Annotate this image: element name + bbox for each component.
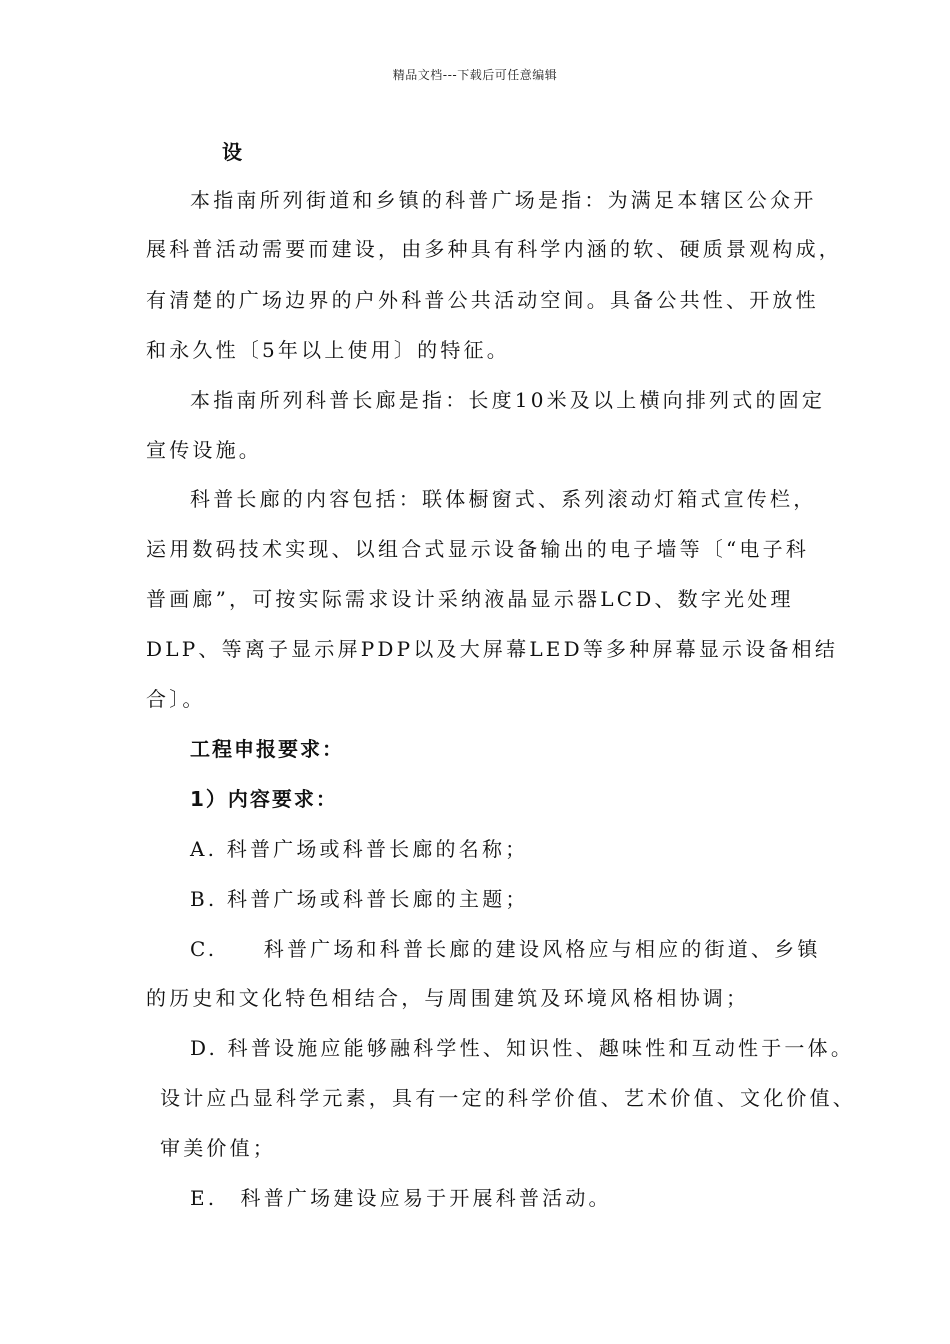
list-item-d-cont-2: 审美价值； [160,1136,276,1160]
list-item-d: D. 科普设施应能够融科学性、知识性、趣味性和互动性于一体。 [190,1036,855,1060]
text-line-11: DLP、等离子显示屏PDP以及大屏幕LED等多种屏幕显示设备相结 [146,637,839,661]
subsection-heading: 1）内容要求： [190,787,338,811]
text-line-8: 科普长廊的内容包括：联体橱窗式、系列滚动灯箱式宣传栏， [190,487,817,511]
text-line-1: 设 [222,140,244,164]
text-line-10: 普画廊”，可按实际需求设计采纳液晶显示器LCD、数字光处理 [146,587,794,611]
list-item-b: B. 科普广场或科普长廊的主题； [190,887,529,911]
text-line-9: 运用数码技术实现、以组合式显示设备输出的电子墙等〔“电子科 [146,537,810,561]
list-item-c: C. 科普广场和科普长廊的建设风格应与相应的街道、乡镇 [190,937,821,961]
list-item-d-cont-1: 设计应凸显科学元素，具有一定的科学价值、艺术价值、文化价值、 [160,1086,856,1110]
text-line-4: 有清楚的广场边界的户外科普公共活动空间。具备公共性、开放性 [146,288,819,312]
text-line-12: 合〕。 [146,687,206,711]
text-line-5: 和永久性〔5年以上使用〕的特征。 [146,338,510,362]
text-line-7: 宣传设施。 [146,438,262,462]
text-line-6: 本指南所列科普长廊是指：长度10米及以上横向排列式的固定 [190,388,826,412]
page-header: 精品文档---下载后可任意编辑 [392,68,558,82]
list-item-a: A. 科普广场或科普长廊的名称； [190,837,529,861]
text-line-3: 展科普活动需要而建设，由多种具有科学内涵的软、硬质景观构成， [146,237,842,261]
list-item-e: E. 科普广场建设应易于开展科普活动。 [190,1186,612,1210]
section-heading: 工程申报要求： [190,737,344,761]
text-line-2: 本指南所列街道和乡镇的科普广场是指：为满足本辖区公众开 [190,188,817,212]
list-item-c-cont: 的历史和文化特色相结合，与周围建筑及环境风格相协调； [146,986,750,1010]
